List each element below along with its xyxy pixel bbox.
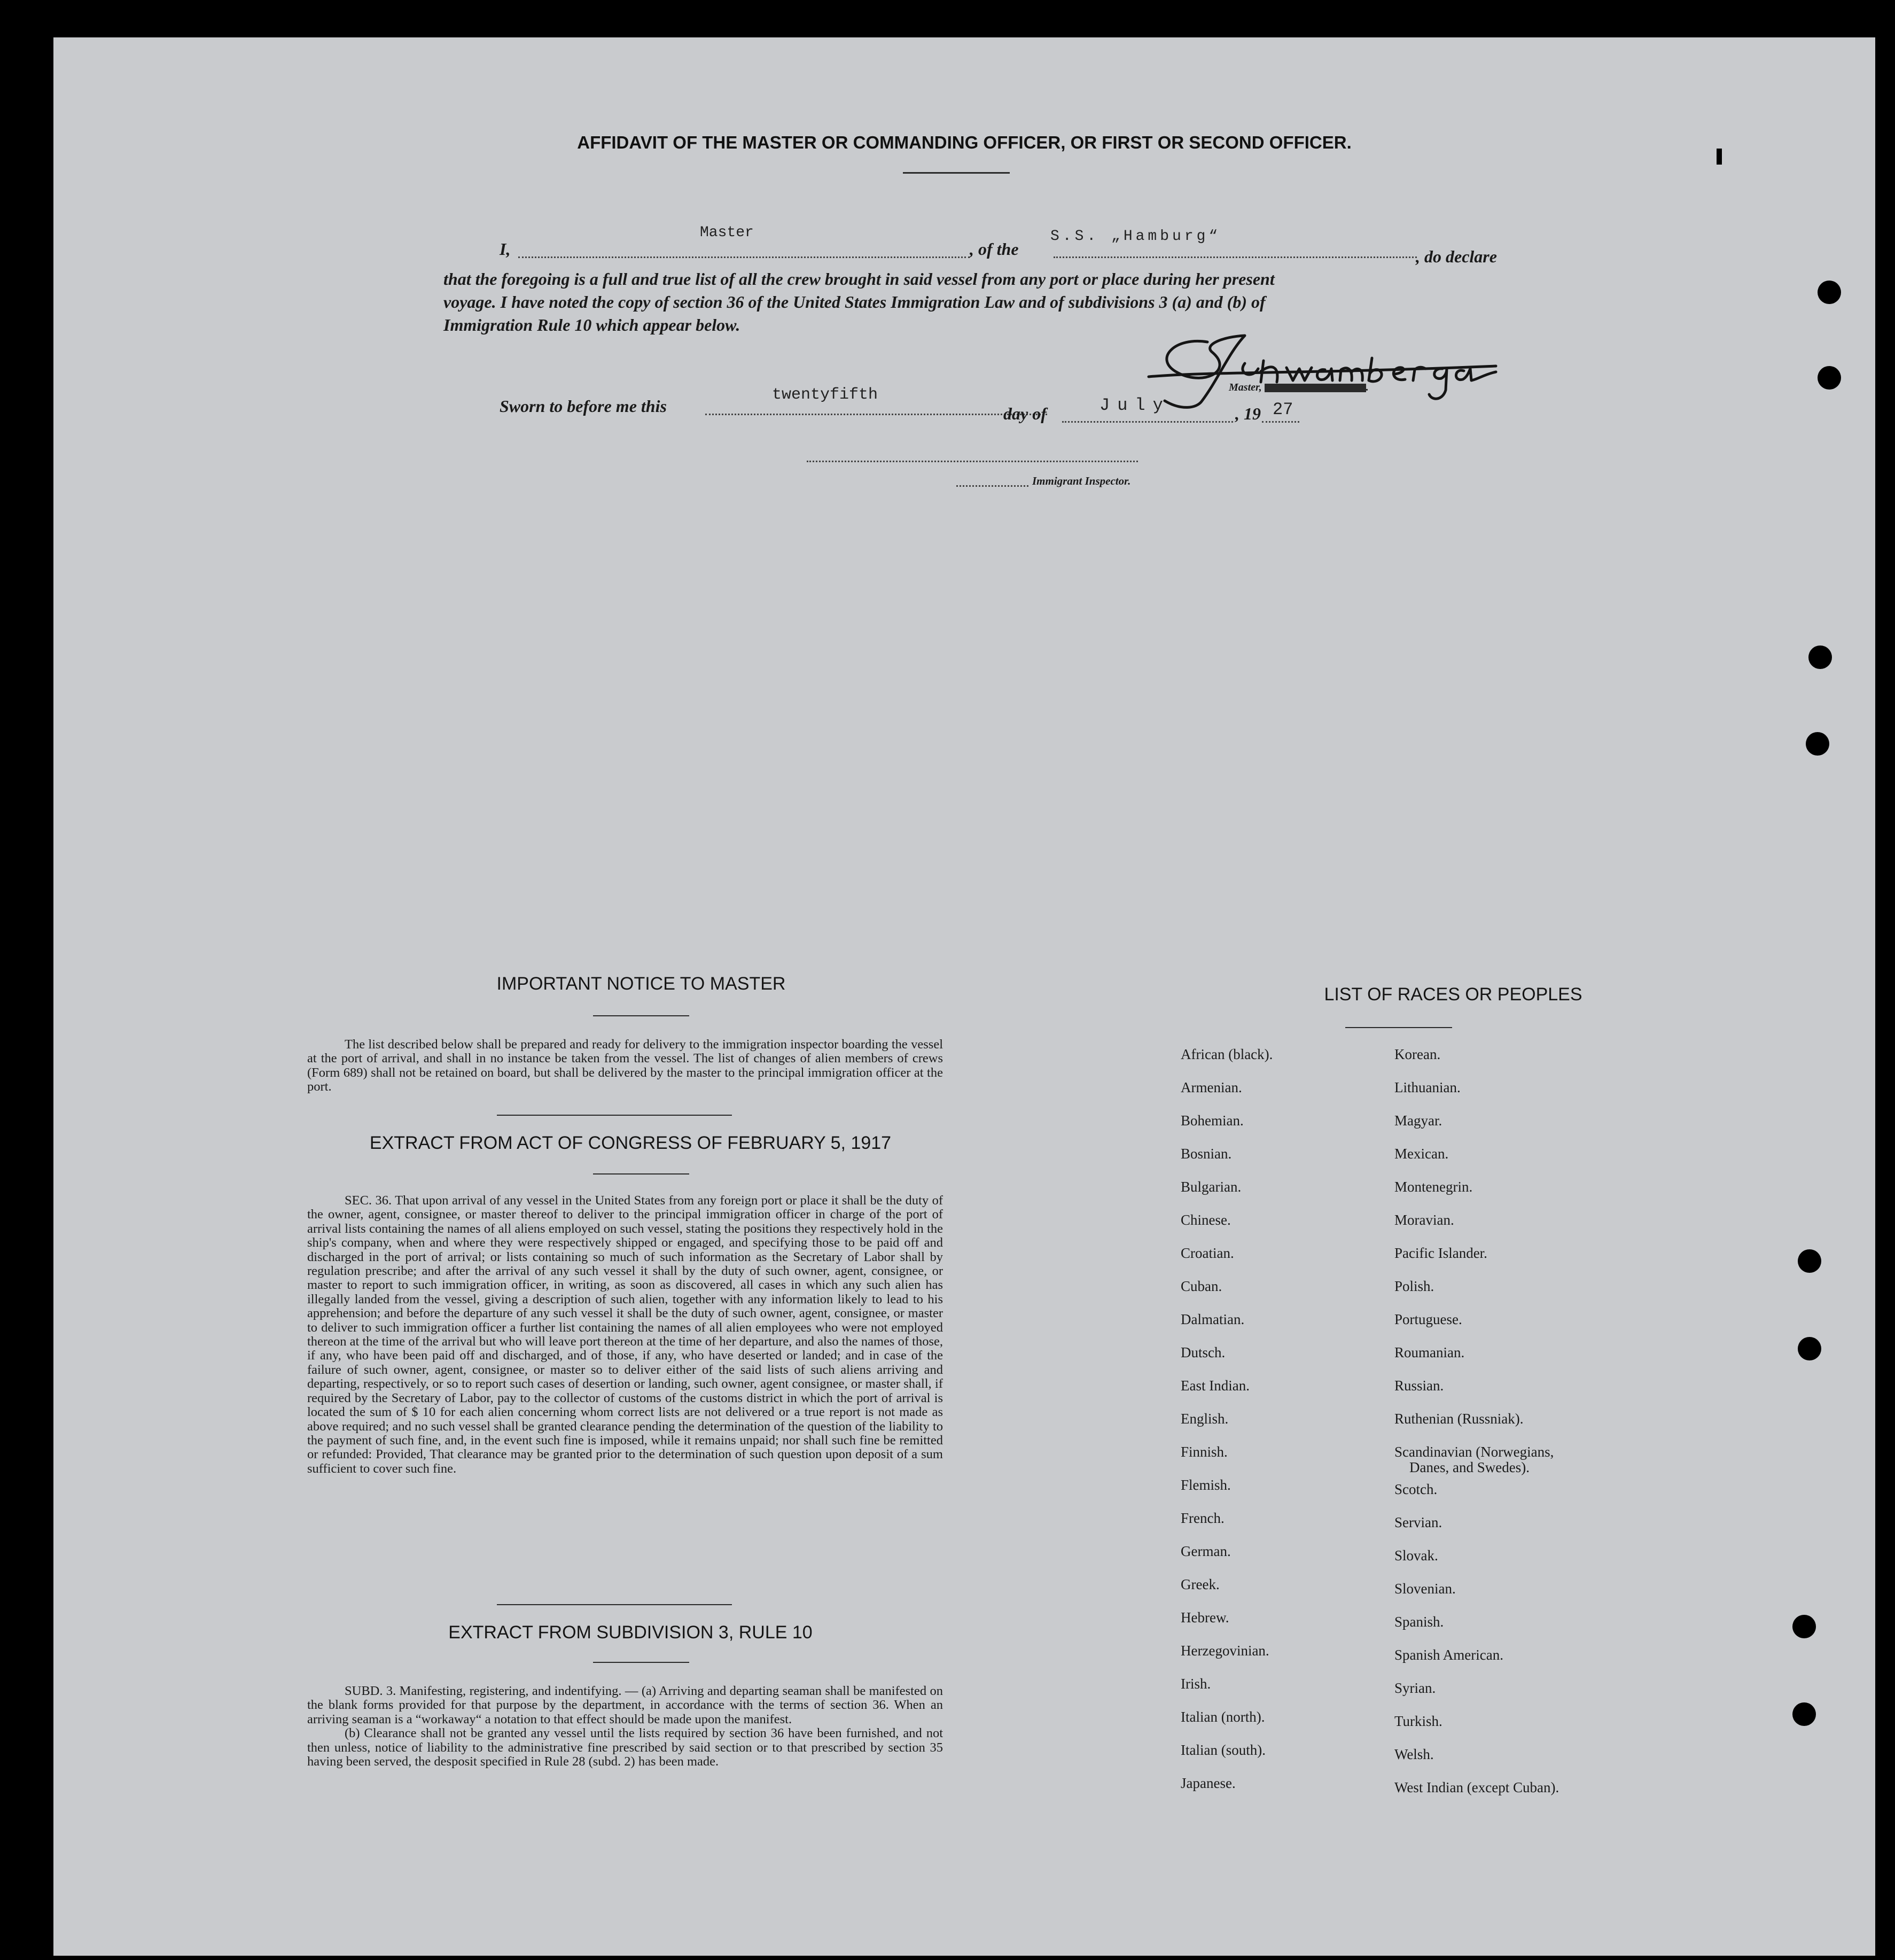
race-item: East Indian.: [1181, 1378, 1250, 1394]
race-item: Bohemian.: [1181, 1113, 1244, 1129]
punch-hole: [1798, 1337, 1821, 1360]
race-item: Bosnian.: [1181, 1146, 1232, 1162]
rule-top-divider: [497, 1604, 732, 1605]
race-item: Ruthenian (Russniak).: [1394, 1411, 1524, 1427]
race-item: Servian.: [1394, 1514, 1442, 1530]
officer-title-line: [518, 256, 970, 258]
race-item: Italian (north).: [1181, 1709, 1265, 1725]
race-item: Welsh.: [1394, 1746, 1434, 1762]
act-title: EXTRACT FROM ACT OF CONGRESS OF FEBRUARY 5, 1917: [369, 1133, 892, 1153]
race-item: Italian (south).: [1181, 1742, 1266, 1758]
vessel-line: [1054, 256, 1417, 258]
rule-para-b: (b) Clearance shall not be granted any vessel until the lists required by section 36 have been furnished, and not then unless, notice of liability to the administrative fine prescribed by said section or to that prescribed by section 35 having been served, the desposit specified in Rule 28 (subd. 2) has been made.: [307, 1726, 943, 1769]
rule-divider: [593, 1662, 689, 1663]
race-item: Armenian.: [1181, 1079, 1242, 1095]
act-top-divider: [497, 1115, 732, 1116]
race-item: Irish.: [1181, 1676, 1211, 1692]
race-item: Cuban.: [1181, 1278, 1222, 1294]
document-page: [53, 37, 1875, 1956]
race-item: Dalmatian.: [1181, 1311, 1245, 1327]
signer-caption: Master, .: [1229, 382, 1369, 393]
race-item: Bulgarian.: [1181, 1179, 1242, 1195]
year-value: 27: [1273, 400, 1293, 419]
affidavit-line-4: Immigration Rule 10 which appear below.: [443, 315, 740, 335]
punch-hole: [1792, 1615, 1816, 1638]
year-prefix: , 19: [1235, 404, 1261, 423]
race-item: Flemish.: [1181, 1477, 1231, 1493]
vessel-name-value: S.S. „Hamburg“: [1050, 228, 1221, 245]
officer-title-value: Master: [700, 224, 754, 241]
of-the-label: , of the: [970, 239, 1019, 259]
corner-mark: [1717, 149, 1722, 165]
affidavit-line-2: that the foregoing is a full and true list of all the crew brought in said vessel from any port or place during her present: [443, 269, 1275, 289]
inspector-signature-line: [807, 461, 1138, 462]
inspector-dots: [956, 485, 1028, 487]
race-item: Spanish.: [1394, 1614, 1444, 1630]
act-text-block: [307, 1194, 943, 1476]
race-item: Japanese.: [1181, 1775, 1236, 1791]
race-item: German.: [1181, 1543, 1231, 1559]
do-declare-label: , do declare: [1416, 247, 1497, 266]
act-divider: [593, 1173, 689, 1175]
punch-hole: [1806, 732, 1829, 756]
race-item: Polish.: [1394, 1278, 1434, 1294]
race-item: Pacific Islander.: [1394, 1245, 1487, 1261]
races-title: LIST OF RACES OR PEOPLES: [1324, 984, 1582, 1005]
punch-hole: [1818, 366, 1841, 390]
day-of-label: day of: [1003, 404, 1047, 423]
race-item: Scandinavian (Norwegians,: [1394, 1444, 1554, 1460]
notice-text: The list described below shall be prepared and ready for delivery to the immigration inspector boarding the vessel at the port of arrival, and shall in no instance be taken from the vessel. The list of changes of alien members of crews (Form 689) shall not be retained on board, but shall be delivered by the master to the principal immigration officer at the port.: [307, 1037, 943, 1094]
i-label: I,: [500, 239, 511, 259]
race-item: Syrian.: [1394, 1680, 1436, 1696]
punch-hole: [1798, 1249, 1821, 1273]
day-line: [705, 414, 1047, 415]
race-item: African (black).: [1181, 1046, 1273, 1062]
race-item: Chinese.: [1181, 1212, 1231, 1228]
race-item: Montenegrin.: [1394, 1179, 1473, 1195]
rule-title: EXTRACT FROM SUBDIVISION 3, RULE 10: [448, 1622, 813, 1643]
notice-divider: [593, 1015, 689, 1016]
notice-title: IMPORTANT NOTICE TO MASTER: [496, 974, 786, 994]
race-item: French.: [1181, 1510, 1225, 1526]
act-text: SEC. 36. That upon arrival of any vessel in the United States from any foreign port or place it shall be the duty of the owner, agent, consignee, or master thereof to deliver to the principal immigration officer in charge of the port of arrival lists containing the names of all aliens employed on such vessel, stating the positions they respectively hold in the ship's company, when and where they were respectively shipped or engaged, and specifying those to be paid off and discharged in the port of arrival; or lists containing so much of such information as the Secretary of Labor shall by regulation prescribe; and after the arrival of any such vessel it shall by the duty of such owner, agent, consignee, or master to report to such immigration officer, in writing, as soon as discovered, all cases in which any such alien has illegally landed from the vessel, giving a description of such alien, together with any information likely to lead to his apprehension; and before the departure of any such vessel it shall be the duty of such owner, agent, consignee, or master to deliver to such immigration officer a further list containing the names of all alien employees who were not employed thereon at the time of the arrival but who will leave port thereon at the time of her departure, and also the names of those, if any, who have been paid off and discharged, and of those, if any, who have deserted or landed; and in case of the failure of such owner, agent, consignee, or master so to deliver either of the said lists of such aliens arriving and departing, respectively, or so to report such cases of desertion or landing, such owner, agent consignee, or master shall, if required by the Secretary of Labor, pay to the collector of customs of the customs district in which the port of arrival is located the sum of $ 10 for each alien concerning whom correct lists are not delivered or a true report is not made as above required; and no such vessel shall be granted clearance pending the determination of the question of the liability to the payment of such fine, and, in the event such fine is imposed, while it remains unpaid; nor shall such fine be remitted or refunded: Provided, That clearance may be granted prior to the determination of such question upon deposit of a sum sufficient to cover such fine.: [307, 1193, 943, 1476]
day-value: twentyfifth: [772, 386, 878, 404]
race-item: Lithuanian.: [1394, 1079, 1461, 1095]
race-item: Greek.: [1181, 1576, 1220, 1592]
race-item: Magyar.: [1394, 1113, 1442, 1129]
race-item: Slovak.: [1394, 1547, 1438, 1564]
punch-hole: [1808, 645, 1832, 669]
year-line: [1262, 421, 1299, 423]
race-item: Portuguese.: [1394, 1311, 1462, 1327]
race-item: Mexican.: [1394, 1146, 1449, 1162]
punch-hole: [1792, 1702, 1816, 1726]
race-scandinavian-continued: Danes, and Swedes).: [1409, 1459, 1530, 1475]
rule-text-block: [307, 1684, 943, 1769]
affidavit-title: AFFIDAVIT OF THE MASTER OR COMMANDING OFFICER, OR FIRST OR SECOND OFFICER.: [577, 133, 1352, 152]
race-item: English.: [1181, 1411, 1229, 1427]
notice-text-block: [307, 1038, 943, 1094]
race-item: Slovenian.: [1394, 1581, 1456, 1597]
race-item: Dutsch.: [1181, 1344, 1226, 1360]
month-line: [1062, 421, 1233, 423]
inspector-caption: Immigrant Inspector.: [1032, 475, 1131, 487]
punch-hole: [1818, 281, 1841, 304]
month-value: July: [1099, 395, 1171, 415]
races-divider: [1345, 1027, 1452, 1028]
race-item: Spanish American.: [1394, 1647, 1503, 1663]
master-signature: [1143, 321, 1517, 417]
sworn-label: Sworn to before me this: [500, 396, 667, 416]
race-item: Croatian.: [1181, 1245, 1234, 1261]
race-item: Russian.: [1394, 1378, 1444, 1394]
race-item: Roumanian.: [1394, 1344, 1465, 1360]
race-item: Korean.: [1394, 1046, 1441, 1062]
race-item: Moravian.: [1394, 1212, 1454, 1228]
race-item: Turkish.: [1394, 1713, 1442, 1729]
race-item: Finnish.: [1181, 1444, 1228, 1460]
race-item: Hebrew.: [1181, 1609, 1229, 1625]
race-item: West Indian (except Cuban).: [1394, 1779, 1559, 1795]
affidavit-line-3: voyage. I have noted the copy of section 36 of the United States Immigration Law and of subdivisions 3 (a) and (b) of: [443, 292, 1266, 312]
title-divider: [903, 172, 1010, 174]
race-item: Scotch.: [1394, 1481, 1438, 1497]
race-item: Herzegovinian.: [1181, 1643, 1269, 1659]
struck-out-text: [1265, 384, 1366, 392]
rule-para-a: SUBD. 3. Manifesting, registering, and indentifying. — (a) Arriving and departing seaman shall be manifested on the blank forms provided for that purpose by the department, in accordance with the terms of section 36. When an arriving seaman is a “workaway“ a notation to that effect should be made upon the manifest.: [307, 1684, 943, 1726]
